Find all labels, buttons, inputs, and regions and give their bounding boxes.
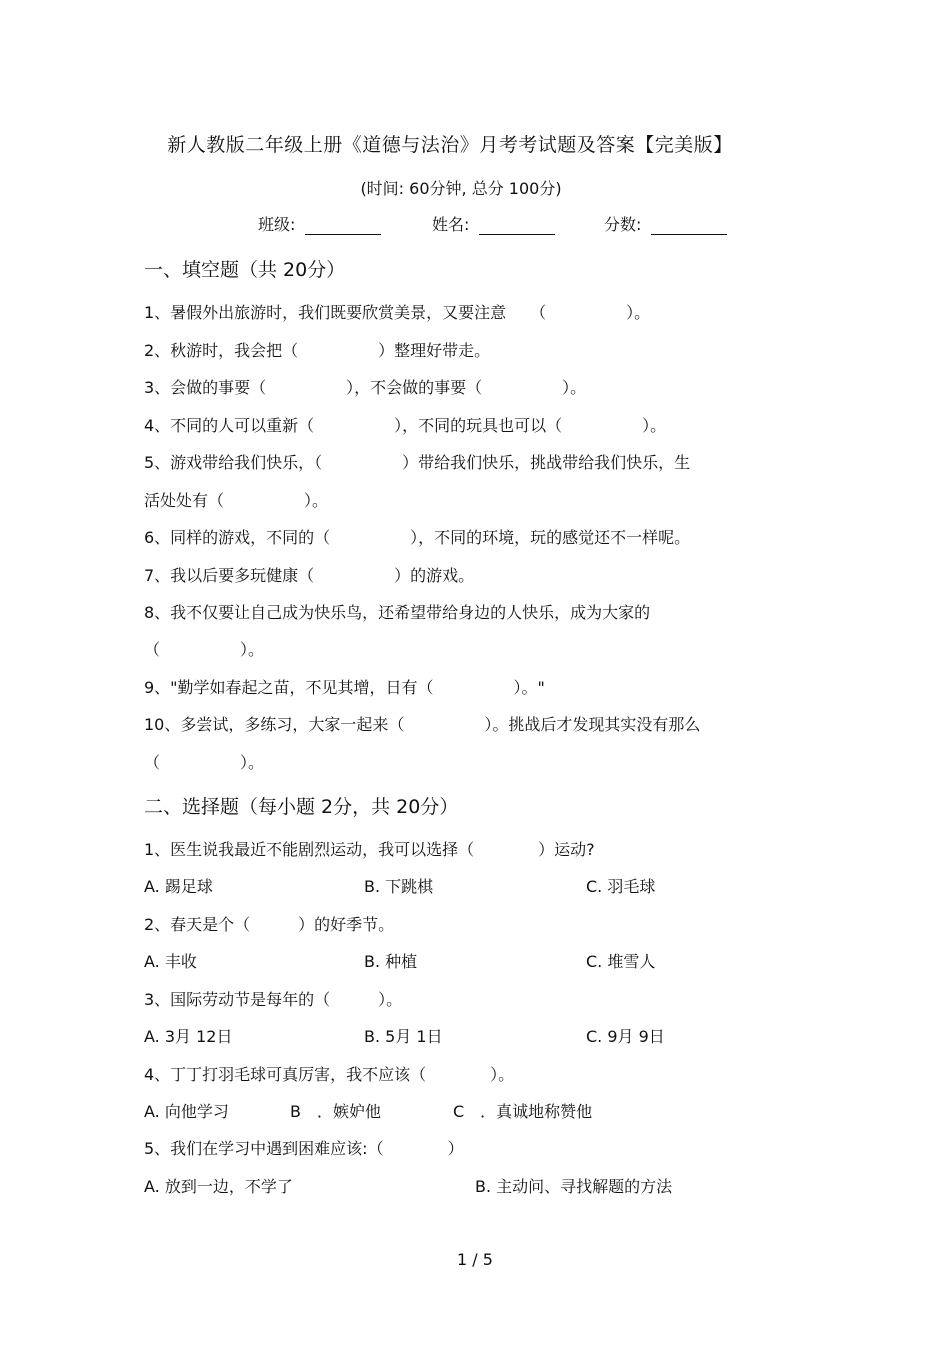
option-b: B. 5月 1日 xyxy=(364,1027,443,1046)
question-stem: 4、丁丁打羽毛球可真厉害，我不应该（ ）。 xyxy=(144,1065,515,1084)
name-field xyxy=(432,212,555,235)
option-b: B ．嫉妒他 xyxy=(290,1102,381,1121)
question-stem: 3、国际劳动节是每年的（ ）。 xyxy=(144,990,403,1009)
question-line: 6、同样的游戏，不同的（ ），不同的环境，玩的感觉还不一样呢。 xyxy=(144,528,691,547)
question-line: 活处处有（ ）。 xyxy=(144,491,329,510)
score-label: 分数: xyxy=(604,215,642,234)
question-line: 10、多尝试，多练习，大家一起来（ ）。挑战后才发现其实没有那么 xyxy=(144,715,701,734)
question-line: 8、我不仅要让自己成为快乐鸟，还希望带给身边的人快乐，成为大家的 xyxy=(144,603,651,622)
option-b: B. 下跳棋 xyxy=(364,877,434,896)
class-field xyxy=(258,212,381,235)
option-b: B. 种植 xyxy=(364,952,418,971)
option-b: B. 主动问、寻找解题的方法 xyxy=(475,1177,673,1196)
question-line: 7、我以后要多玩健康（ ）的游戏。 xyxy=(144,566,475,585)
question-stem: 1、医生说我最近不能剧烈运动，我可以选择（ ）运动? xyxy=(144,840,595,859)
class-blank xyxy=(305,216,381,235)
exam-subtitle: (时间: 60分钟, 总分 100分) xyxy=(360,179,562,198)
question-line: （ ）。 xyxy=(144,640,265,659)
option-c: C. 堆雪人 xyxy=(586,952,656,971)
option-c: C. 9月 9日 xyxy=(586,1027,665,1046)
section1-heading: 一、填空题（共 20分） xyxy=(144,259,346,281)
question-line: （ ）。 xyxy=(144,753,265,772)
document-title: 新人教版二年级上册《道德与法治》月考考试题及答案【完美版】 xyxy=(167,134,733,156)
name-label: 姓名: xyxy=(432,215,470,234)
class-label: 班级: xyxy=(258,215,296,234)
option-a: A. 向他学习 xyxy=(144,1102,229,1121)
option-a: A. 丰收 xyxy=(144,952,197,971)
question-line: 9、"勤学如春起之苗，不见其增，日有（ ）。" xyxy=(144,678,545,697)
page-number: 1 / 5 xyxy=(457,1250,493,1269)
option-a: A. 3月 12日 xyxy=(144,1027,233,1046)
option-a: A. 放到一边，不学了 xyxy=(144,1177,293,1196)
option-c: C ．真诚地称赞他 xyxy=(453,1102,593,1121)
score-blank xyxy=(651,216,727,235)
question-stem: 2、春天是个（ ）的好季节。 xyxy=(144,915,395,934)
question-stem: 5、我们在学习中遇到困难应该:（ ） xyxy=(144,1139,464,1158)
option-a: A. 踢足球 xyxy=(144,877,213,896)
question-line: 1、暑假外出旅游时，我们既要欣赏美景，又要注意 （ ）。 xyxy=(144,303,651,322)
name-blank xyxy=(479,216,555,235)
question-line: 2、秋游时，我会把（ ）整理好带走。 xyxy=(144,341,491,360)
question-line: 3、会做的事要（ ），不会做的事要（ ）。 xyxy=(144,378,587,397)
score-field xyxy=(604,212,727,235)
section2-heading: 二、选择题（每小题 2分，共 20分） xyxy=(144,796,459,818)
option-c: C. 羽毛球 xyxy=(586,877,656,896)
question-line: 5、游戏带给我们快乐，（ ）带给我们快乐，挑战带给我们快乐，生 xyxy=(144,453,691,472)
question-line: 4、不同的人可以重新（ ），不同的玩具也可以（ ）。 xyxy=(144,416,667,435)
